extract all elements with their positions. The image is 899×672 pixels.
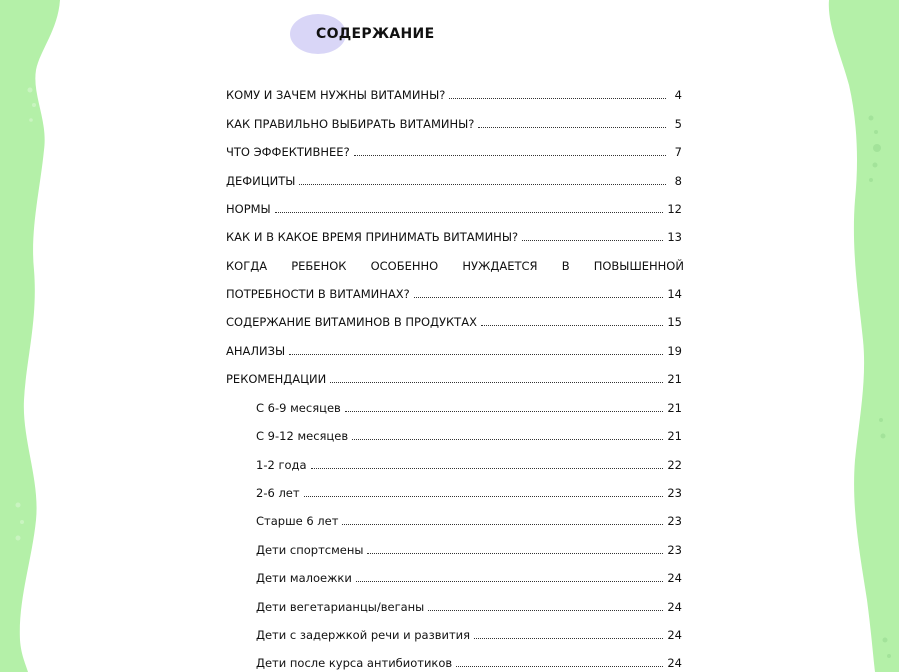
toc-leader-dots: [275, 212, 664, 213]
toc-entry-label: КАК ПРАВИЛЬНО ВЫБИРАТЬ ВИТАМИНЫ?: [226, 117, 475, 131]
toc-entry-page: 23: [667, 514, 682, 528]
toc-entry-page: 24: [667, 656, 682, 670]
toc-word: КОГДА: [226, 259, 268, 273]
toc-heading: [290, 12, 460, 58]
toc-entry[interactable]: [226, 224, 682, 244]
toc-entry-label: Старше 6 лет: [256, 514, 339, 528]
toc-entry-page: 23: [667, 543, 682, 557]
toc-leader-dots: [352, 439, 663, 440]
toc-entry[interactable]: [226, 281, 682, 301]
toc-entry-page: 21: [667, 372, 682, 386]
toc-entry[interactable]: [226, 111, 682, 131]
toc-word: НУЖДАЕТСЯ: [462, 259, 538, 273]
toc-leader-dots: [414, 297, 664, 298]
toc-entry-label: Дети с задержкой речи и развития: [256, 628, 471, 642]
toc-leader-dots: [299, 184, 666, 185]
toc-leader-dots: [345, 411, 664, 412]
toc-entry-page: 15: [667, 315, 682, 329]
toc-entry-label: Дети малоежки: [256, 571, 352, 585]
toc-leader-dots: [474, 638, 663, 639]
toc-entry-page: 22: [667, 458, 682, 472]
toc-entry-multiline-first-line[interactable]: [226, 253, 684, 273]
toc-word: ПОВЫШЕННОЙ: [593, 259, 684, 273]
toc-leader-dots: [304, 496, 664, 497]
toc-leader-dots: [456, 666, 663, 667]
toc-entry-page: 5: [674, 117, 682, 131]
toc-entry-label: Дети после курса антибиотиков: [256, 656, 453, 670]
toc-entry-page: 19: [667, 344, 682, 358]
toc-leader-dots: [356, 581, 664, 582]
toc-entry-label: ДЕФИЦИТЫ: [226, 174, 296, 188]
toc-entry-label: 1-2 года: [256, 458, 307, 472]
toc-sub-entry[interactable]: [256, 480, 682, 500]
toc-entry-label: СОДЕРЖАНИЕ ВИТАМИНОВ В ПРОДУКТАХ: [226, 315, 477, 329]
toc-entry-label: Дети вегетарианцы/веганы: [256, 600, 425, 614]
toc-entry-label: КАК И В КАКОЕ ВРЕМЯ ПРИНИМАТЬ ВИТАМИНЫ?: [226, 230, 519, 244]
toc-leader-dots: [449, 98, 666, 99]
toc-entry-label: 2-6 лет: [256, 486, 300, 500]
toc-sub-entry[interactable]: [256, 594, 682, 614]
toc-entry-label: НОРМЫ: [226, 202, 271, 216]
toc-entry-label: С 9-12 месяцев: [256, 429, 349, 443]
toc-entry-label: Дети спортсмены: [256, 543, 364, 557]
toc-leader-dots: [428, 610, 663, 611]
toc-entry-label: ПОТРЕБНОСТИ В ВИТАМИНАХ?: [226, 287, 410, 301]
left-wave-decoration: [0, 0, 70, 672]
toc-entry-page: 21: [667, 401, 682, 415]
toc-leader-dots: [481, 325, 663, 326]
toc-entry-page: 8: [674, 174, 682, 188]
toc-entry-page: 24: [667, 571, 682, 585]
toc-leader-dots: [311, 468, 664, 469]
toc-leader-dots: [354, 155, 666, 156]
toc-leader-dots: [342, 524, 663, 525]
toc-sub-entry[interactable]: [256, 622, 682, 642]
toc-word: В: [561, 259, 570, 273]
toc-entry-page: 12: [667, 202, 682, 216]
toc-entry-label: С 6-9 месяцев: [256, 401, 341, 415]
toc-entry-page: 4: [674, 88, 682, 102]
toc-leader-dots: [330, 382, 663, 383]
toc-sub-entry[interactable]: [256, 452, 682, 472]
toc-entry-page: 23: [667, 486, 682, 500]
toc-entry-page: 14: [667, 287, 682, 301]
toc-entry-label: АНАЛИЗЫ: [226, 344, 286, 358]
toc-entry-page: 21: [667, 429, 682, 443]
toc-entry[interactable]: [226, 82, 682, 102]
toc-entry[interactable]: [226, 338, 682, 358]
toc-sub-entry[interactable]: [256, 537, 682, 557]
toc-word: РЕБЕНОК: [291, 259, 347, 273]
toc-leader-dots: [289, 354, 663, 355]
toc-entry[interactable]: [226, 196, 682, 216]
toc-entry-page: 13: [667, 230, 682, 244]
toc-entry-label: КОМУ И ЗАЧЕМ НУЖНЫ ВИТАМИНЫ?: [226, 88, 446, 102]
toc-leader-dots: [522, 240, 663, 241]
toc-entry-page: 24: [667, 600, 682, 614]
toc-sub-entry[interactable]: [256, 508, 682, 528]
toc-entry[interactable]: [226, 366, 682, 386]
toc-entry[interactable]: [226, 168, 682, 188]
toc-entry-page: 24: [667, 628, 682, 642]
toc-sub-entry[interactable]: [256, 565, 682, 585]
toc-word: ОСОБЕННО: [370, 259, 439, 273]
toc-entry[interactable]: [226, 139, 682, 159]
toc-leader-dots: [478, 127, 666, 128]
toc-entry[interactable]: [226, 309, 682, 329]
toc-entry-label: ЧТО ЭФФЕКТИВНЕЕ?: [226, 145, 350, 159]
toc-sub-entry[interactable]: [256, 395, 682, 415]
right-wave-decoration: [819, 0, 899, 672]
toc-leader-dots: [367, 553, 663, 554]
page-title: СОДЕРЖАНИЕ: [316, 26, 435, 42]
toc-sub-entry[interactable]: [256, 423, 682, 443]
toc-entry-page: 7: [674, 145, 682, 159]
toc-entry-label: РЕКОМЕНДАЦИИ: [226, 372, 327, 386]
toc-sub-entry[interactable]: [256, 650, 682, 670]
